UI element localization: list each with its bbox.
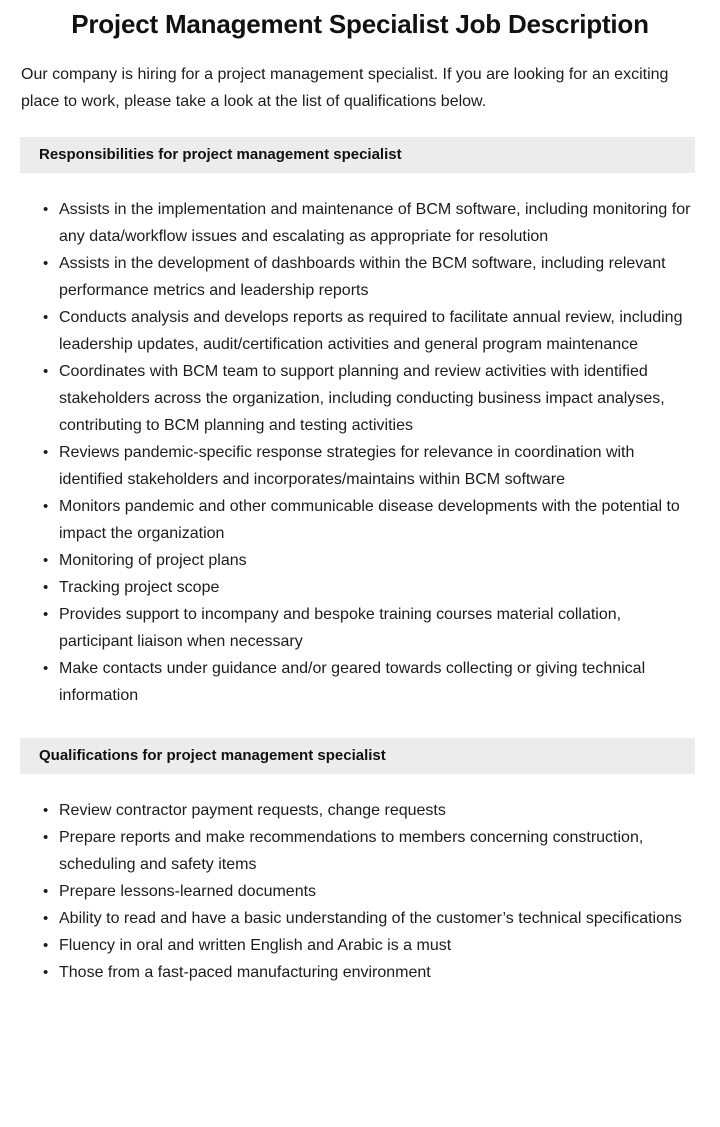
list-item: • Monitors pandemic and other communicable disease developments with the potential to impact the organization	[0, 493, 720, 547]
list-item: • Assists in the development of dashboards within the BCM software, including relevant performance metrics and leadership reports	[0, 250, 720, 304]
intro-paragraph: Our company is hiring for a project management specialist. If you are looking for an exciting place to work, please take a look at the list of qualifications below.	[21, 66, 669, 110]
list-item: • Those from a fast-paced manufacturing environment	[0, 959, 720, 986]
section-heading-qualifications: Qualifications for project management specialist	[20, 738, 695, 774]
section-qualifications	[0, 738, 720, 986]
section-heading-responsibilities: Responsibilities for project management specialist	[20, 137, 695, 173]
list-item: • Coordinates with BCM team to support planning and review activities with identified stakeholders across the organization, including conducting business impact analyses, contributing to BCM planning and testing activities	[0, 358, 720, 439]
list-item: • Review contractor payment requests, change requests	[0, 797, 720, 824]
list-item: • Tracking project scope	[0, 574, 720, 601]
job-description-page	[0, 8, 720, 986]
list-item: • Reviews pandemic-specific response strategies for relevance in coordination with identified stakeholders and incorporates/maintains within BCM software	[0, 439, 720, 493]
list-item: • Monitoring of project plans	[0, 547, 720, 574]
list-item: • Provides support to incompany and bespoke training courses material collation, participant liaison when necessary	[0, 601, 720, 655]
responsibilities-list	[0, 196, 720, 709]
list-item: • Make contacts under guidance and/or geared towards collecting or giving technical information	[0, 655, 720, 709]
qualifications-list	[0, 797, 720, 986]
list-item: • Prepare lessons-learned documents	[0, 878, 720, 905]
list-item: • Assists in the implementation and maintenance of BCM software, including monitoring for any data/workflow issues and escalating as appropriate for resolution	[0, 196, 720, 250]
section-responsibilities	[0, 137, 720, 709]
list-item: • Prepare reports and make recommendations to members concerning construction, scheduling and safety items	[0, 824, 720, 878]
list-item: • Conducts analysis and develops reports as required to facilitate annual review, including leadership updates, audit/certification activities and general program maintenance	[0, 304, 720, 358]
list-item: • Ability to read and have a basic understanding of the customer’s technical specifications	[0, 905, 720, 932]
list-item: • Fluency in oral and written English and Arabic is a must	[0, 932, 720, 959]
section-spacer	[0, 709, 720, 716]
page-title: Project Management Specialist Job Description	[71, 9, 649, 39]
